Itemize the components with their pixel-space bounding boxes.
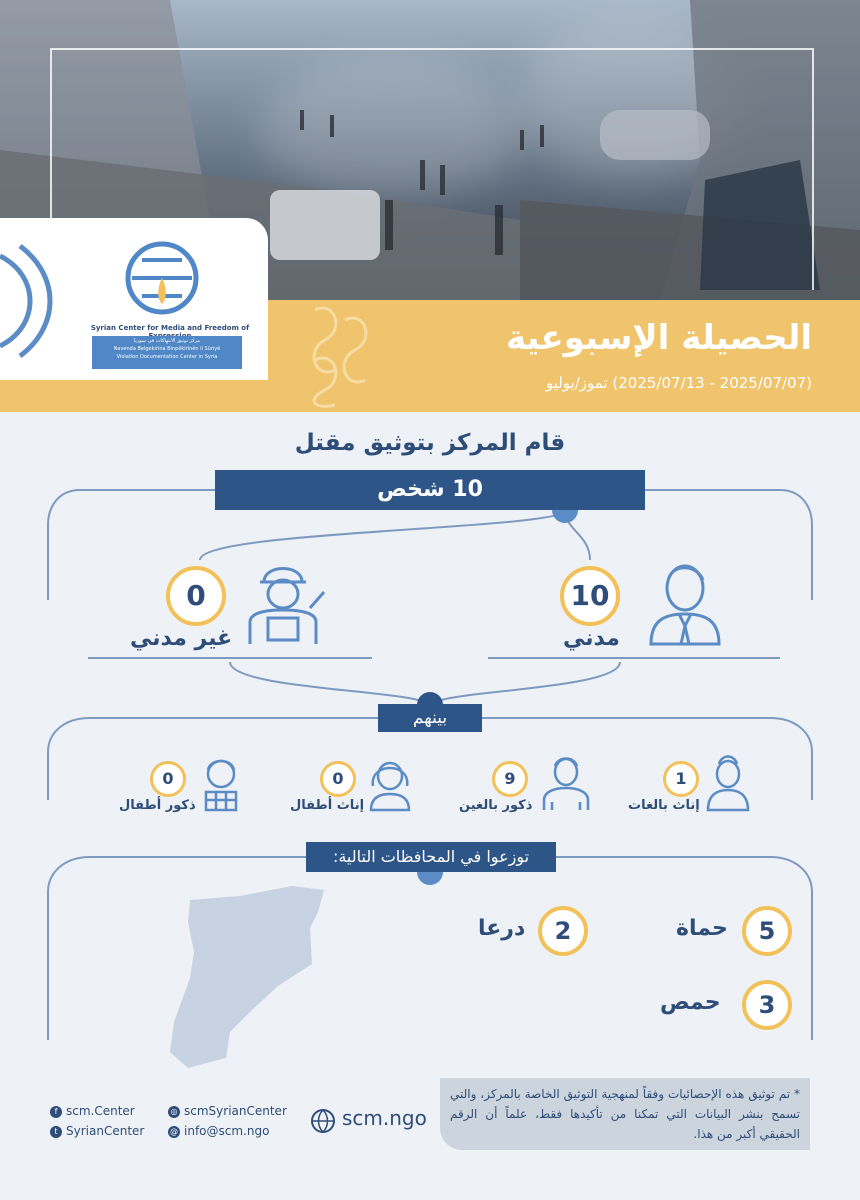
adult-female-icon — [704, 752, 752, 812]
instagram-handle: scmSyrianCenter — [184, 1104, 287, 1118]
adult-male-count: 9 — [492, 761, 528, 797]
twitter-link[interactable] — [50, 1124, 144, 1138]
homs-label: حمص — [660, 990, 721, 1015]
logo-text-ku: Navenda Belgekirina Binpêkirinên li Sûriyê — [113, 346, 221, 352]
female-child-label: إناث أطفال — [290, 798, 365, 813]
email-address: info@scm.ngo — [184, 1124, 270, 1138]
total-count: 10 شخص — [215, 470, 645, 510]
civilian-man-icon — [645, 556, 725, 646]
email-link[interactable] — [168, 1124, 269, 1138]
male-child-icon — [196, 752, 246, 812]
female-child-icon — [365, 752, 415, 812]
hama-label: حماة — [676, 916, 728, 941]
civilian-divider — [488, 657, 780, 659]
male-child-label: ذكور أطفال — [119, 798, 196, 813]
daraa-label: درعا — [478, 916, 526, 941]
adult-female-count: 1 — [663, 761, 699, 797]
facebook-link[interactable] — [50, 1104, 135, 1118]
hama-count: 5 — [742, 906, 792, 956]
email-icon: @ — [170, 1126, 178, 1136]
soldier-icon — [240, 552, 330, 647]
instagram-icon: ◎ — [168, 1106, 180, 1118]
noncivilian-divider — [88, 657, 372, 659]
adult-female-label: إناث بالغات — [628, 798, 700, 813]
logo-text-vdc: Violation Documentation Center in Syria — [116, 354, 218, 360]
female-child-count: 0 — [320, 761, 356, 797]
instagram-link[interactable] — [168, 1104, 287, 1118]
noncivilian-label: غير مدني — [130, 626, 233, 651]
among-label: بينهم — [378, 704, 482, 732]
facebook-handle: scm.Center — [66, 1104, 135, 1118]
twitter-handle: SyrianCenter — [66, 1124, 145, 1138]
adult-male-icon — [538, 752, 594, 812]
facebook-icon: f — [50, 1106, 62, 1118]
civilian-label: مدني — [563, 626, 620, 651]
globe-icon — [310, 1108, 336, 1134]
page-title: الحصيلة الإسبوعية — [506, 318, 812, 358]
twitter-icon: t — [50, 1126, 62, 1138]
logo-text-ar: مركز توثيق الانتهاكات في سوريا — [133, 338, 201, 344]
website-link[interactable]: scm.ngo — [342, 1106, 427, 1130]
syria-map — [160, 882, 330, 1072]
civilian-count: 10 — [560, 566, 620, 626]
daraa-count: 2 — [538, 906, 588, 956]
logo-text-en: Syrian Center for Media and Freedom of — [90, 324, 250, 332]
adult-male-label: ذكور بالغين — [459, 798, 533, 813]
date-range: (2025/07/07 - 2025/07/13) تموز/يوليو — [545, 374, 812, 392]
male-child-count: 0 — [150, 761, 186, 797]
homs-count: 3 — [742, 980, 792, 1030]
noncivilian-count: 0 — [166, 566, 226, 626]
methodology-note: * تم توثيق هذه الإحصائيات وفقاً لمنهجية التوثيق الخاصة بالمركز، والتي تسمح بنشر البيانات التي تمكنا من تأكيدها فقط، علماً أن الرقم الحقيقي أكبر من هذا. — [440, 1078, 810, 1150]
headline: قام المركز بتوثيق مقتل — [294, 430, 566, 456]
distribution-label: توزعوا في المحافظات التالية: — [306, 842, 556, 872]
